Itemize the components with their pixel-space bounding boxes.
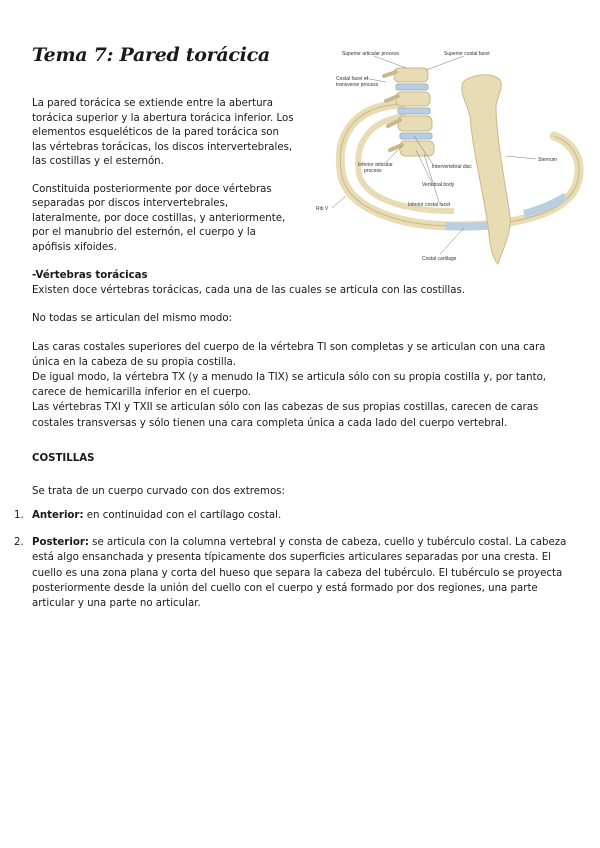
- list-item-number: 1.: [14, 510, 24, 521]
- list-item: [14, 508, 576, 523]
- vertebras-heading: -Vértebras torácicas: [32, 270, 148, 281]
- costillas-heading: COSTILLAS: [32, 453, 95, 464]
- list-item-number: 2.: [14, 537, 24, 549]
- intro-section: [32, 97, 294, 255]
- list-item: [14, 535, 576, 611]
- label-superior-articular-process: Superior articular process: [342, 51, 399, 57]
- label-inferior-costal-facet: Inferior costal facet: [408, 202, 451, 208]
- label-costal-facet-transverse-1: Costal facet of: [336, 76, 368, 82]
- vertebras-paragraph-3: Las vértebras TXI y TXII se articulan sólo con las cabezas de sus propias costillas, carecen de caras costales transversas y sólo tienen una cara completa única a cada lado del cuerpo vertebral.: [32, 402, 539, 429]
- costillas-list: [14, 508, 576, 611]
- intro-paragraph-1: La pared torácica se extiende entre la abertura torácica superior y la abertura torácica inferior. Los elementos esqueléticos de la pared torácica son las vértebras torácicas, los discos intervertebrales, las costillas y el esternón.: [32, 98, 294, 167]
- list-item-label: Anterior:: [32, 510, 84, 521]
- vertebras-paragraph-1: Las caras costales superiores del cuerpo de la vértebra TI son completas y se articulan con una cara única en la cabeza de su propia costilla.: [32, 341, 546, 368]
- label-inferior-articular-2: process: [364, 168, 382, 174]
- label-superior-costal-facet: Superior costal facet: [444, 51, 490, 57]
- label-rib-v: Rib V: [316, 206, 329, 212]
- label-inferior-articular-1: Inferior articular: [358, 162, 393, 168]
- costillas-intro: Se trata de un cuerpo curvado con dos extremos:: [32, 486, 285, 497]
- list-item-text: en continuidad con el cartílago costal.: [83, 510, 282, 521]
- page-title: Tema 7: Pared torácica: [32, 44, 270, 66]
- costillas-heading-block: [32, 451, 574, 466]
- vertebras-line-1: Existen doce vértebras torácicas, cada una de las cuales se articula con las costillas.: [32, 285, 466, 297]
- intro-paragraph-2: Constituida posteriormente por doce vértebras separadas por discos intervertebrales, lateralmente, por doce costillas, y anteriormente, por el manubrio del esternón, el cuerpo y la apófisis xifoides.: [32, 183, 286, 253]
- label-costal-cartilage: Costal cartilage: [422, 256, 457, 262]
- vertebras-paragraph-2: De igual modo, la vértebra TX (y a menudo la TIX) se articula sólo con su propia costilla y, por tanto, carece de hemicarilla inferior en el cuerpo.: [32, 372, 547, 399]
- list-item-text: se articula con la columna vertebral y consta de cabeza, cuello y tubérculo costal. La cabeza está algo ensanchada y presenta típicamente dos superficies articulares separadas por una cresta. El cuello es una zona plana y corta del hueso que separa la cabeza del tubérculo. El tubérculo se proyecta posteriormente desde la unión del cuello con el cuerpo y está formado por dos regiones, una parte articular y una parte no articular.: [32, 537, 567, 610]
- label-intervertebral-disc: Intervertebral disc: [432, 164, 472, 170]
- label-costal-facet-transverse-2: transverse process: [336, 82, 379, 88]
- thoracic-wall-figure: [314, 46, 584, 268]
- costillas-intro-block: [32, 484, 574, 499]
- label-sternum: Sternum: [538, 157, 557, 163]
- vertebras-line-2: No todas se articulan del mismo modo:: [32, 313, 233, 325]
- list-item-label: Posterior:: [32, 537, 89, 549]
- label-vertebral-body: Vertebral body: [422, 182, 455, 188]
- vertebras-section: [32, 268, 574, 431]
